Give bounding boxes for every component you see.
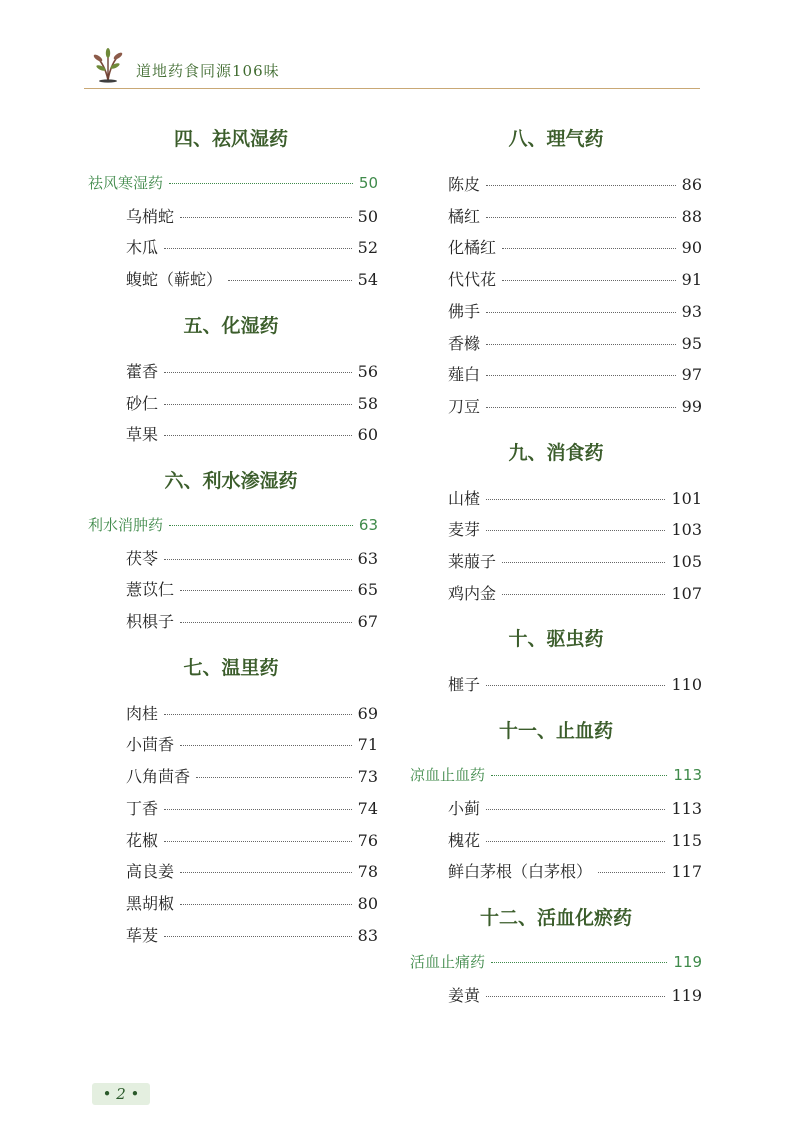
- toc-entry[interactable]: [126, 701, 378, 723]
- entry-page-number: 95: [681, 333, 702, 353]
- entry-page-number: 115: [671, 830, 702, 850]
- entry-label: 香橼: [448, 333, 481, 353]
- dot-leader: [228, 280, 352, 281]
- toc-entry[interactable]: [448, 859, 702, 881]
- section-title: 十、驱虫药: [508, 628, 604, 651]
- toc-entry[interactable]: [126, 859, 378, 881]
- dot-leader: [502, 562, 665, 563]
- category-page-number: 50: [358, 174, 378, 192]
- toc-entry[interactable]: [126, 422, 378, 444]
- toc-entry[interactable]: [448, 362, 702, 384]
- entry-label: 肉桂: [126, 703, 159, 723]
- entry-page-number: 93: [681, 301, 702, 321]
- section-title: 七、温里药: [183, 656, 279, 679]
- entry-page-number: 110: [671, 675, 702, 695]
- dot-leader: [164, 372, 352, 373]
- dot-leader: [164, 936, 352, 937]
- toc-entry[interactable]: [126, 828, 378, 850]
- entry-page-number: 80: [357, 893, 378, 913]
- entry-label: 小茴香: [126, 735, 175, 755]
- entry-label: 薤白: [448, 365, 481, 385]
- dot-leader: [486, 841, 665, 842]
- entry-label: 荜茇: [126, 925, 159, 945]
- entry-page-number: 60: [357, 425, 378, 445]
- book-title: 道地药食同源106味: [136, 62, 280, 80]
- herb-logo-icon: [88, 44, 128, 84]
- section-title: 九、消食药: [508, 441, 604, 464]
- entry-page-number: 63: [357, 548, 378, 568]
- section-title: 八、理气药: [508, 128, 604, 150]
- dot-leader: [486, 344, 676, 345]
- category-entry[interactable]: [410, 764, 702, 786]
- entry-page-number: 69: [357, 703, 378, 723]
- toc-entry[interactable]: [448, 394, 702, 416]
- entry-label: 化橘红: [448, 238, 497, 258]
- entry-label: 薏苡仁: [126, 580, 175, 600]
- dot-leader: [180, 904, 352, 905]
- toc-entry[interactable]: [126, 235, 378, 257]
- category-page-number: 113: [673, 766, 702, 785]
- entry-page-number: 101: [671, 488, 702, 508]
- dot-leader: [169, 525, 353, 526]
- dot-leader: [164, 248, 352, 249]
- entry-label: 黑胡椒: [126, 893, 175, 913]
- entry-page-number: 91: [681, 270, 702, 290]
- dot-leader: [486, 407, 676, 408]
- entry-label: 小蓟: [448, 798, 481, 818]
- entry-page-number: 76: [357, 830, 378, 850]
- entry-label: 槐花: [448, 830, 481, 850]
- toc-entry[interactable]: [126, 732, 378, 754]
- toc-entry[interactable]: [126, 891, 378, 913]
- entry-page-number: 71: [357, 735, 378, 755]
- dot-leader: [598, 872, 665, 873]
- entry-label: 藿香: [126, 361, 159, 381]
- toc-entry[interactable]: [448, 796, 702, 818]
- toc-entry[interactable]: [448, 517, 702, 539]
- entry-page-number: 88: [681, 206, 702, 226]
- dot-leader: [486, 809, 665, 810]
- toc-entry[interactable]: [448, 331, 702, 353]
- toc-entry[interactable]: [126, 796, 378, 818]
- entry-label: 陈皮: [448, 175, 481, 194]
- dot-leader: [486, 312, 676, 313]
- dot-leader: [164, 809, 352, 810]
- dot-leader: [164, 559, 352, 560]
- entry-page-number: 97: [681, 365, 702, 385]
- entry-label: 代代花: [448, 270, 497, 290]
- entry-page-number: 105: [671, 552, 702, 571]
- section-title: 六、利水渗湿药: [164, 469, 298, 492]
- dot-leader: [502, 594, 665, 595]
- toc-entry[interactable]: [126, 267, 378, 289]
- entry-label: 姜黄: [448, 985, 481, 1005]
- header-rule: [84, 88, 700, 89]
- dot-leader: [180, 872, 352, 873]
- entry-page-number: 52: [357, 238, 378, 258]
- toc-entry[interactable]: [126, 546, 378, 568]
- entry-label: 砂仁: [126, 393, 159, 413]
- dot-leader: [164, 714, 352, 715]
- toc-entry[interactable]: [126, 609, 378, 631]
- entry-label: 花椒: [126, 830, 159, 850]
- entry-page-number: 50: [357, 206, 378, 226]
- entry-page-number: 78: [357, 862, 378, 882]
- toc-entry[interactable]: [448, 549, 702, 571]
- dot-leader: [486, 996, 665, 997]
- entry-label: 丁香: [126, 798, 159, 818]
- dot-leader: [486, 217, 676, 218]
- entry-page-number: 58: [357, 393, 378, 413]
- toc-entry[interactable]: [126, 359, 378, 381]
- entry-page-number: 67: [357, 612, 378, 631]
- dot-leader: [164, 841, 352, 842]
- dot-leader: [502, 248, 676, 249]
- dot-leader: [180, 745, 352, 746]
- category-entry[interactable]: [88, 172, 378, 194]
- category-label: 活血止痛药: [410, 952, 486, 971]
- dot-leader: [486, 375, 676, 376]
- dot-leader: [486, 185, 676, 186]
- dot-leader: [486, 530, 665, 531]
- dot-leader: [491, 775, 667, 776]
- page-number: • 2 •: [92, 1083, 150, 1105]
- entry-label: 山楂: [448, 488, 481, 508]
- entry-label: 榧子: [448, 675, 481, 695]
- entry-page-number: 119: [671, 985, 702, 1005]
- entry-label: 莱菔子: [448, 552, 497, 571]
- entry-page-number: 74: [357, 798, 378, 818]
- toc-entry[interactable]: [448, 235, 702, 257]
- category-page-number: 119: [673, 952, 702, 971]
- toc-entry[interactable]: [448, 204, 702, 226]
- toc-entry[interactable]: [448, 828, 702, 850]
- dot-leader: [180, 590, 352, 591]
- dot-leader: [486, 685, 665, 686]
- entry-label: 茯苓: [126, 548, 159, 568]
- section-title: 十二、活血化瘀药: [479, 906, 633, 929]
- entry-page-number: 83: [357, 925, 378, 945]
- entry-page-number: 65: [357, 580, 378, 600]
- dot-leader: [196, 777, 352, 778]
- toc-entry[interactable]: [126, 391, 378, 413]
- category-label: 祛风寒湿药: [88, 174, 164, 192]
- entry-page-number: 107: [671, 583, 702, 603]
- category-label: 利水消肿药: [88, 515, 164, 534]
- section-title: 五、化湿药: [183, 314, 279, 337]
- dot-leader: [491, 962, 667, 963]
- entry-page-number: 99: [681, 396, 702, 416]
- entry-page-number: 117: [671, 862, 702, 882]
- toc-entry[interactable]: [126, 764, 378, 786]
- dot-leader: [169, 183, 353, 184]
- entry-page-number: 113: [671, 798, 702, 818]
- toc-entry[interactable]: [448, 486, 702, 508]
- entry-page-number: 73: [357, 767, 378, 787]
- toc-entry[interactable]: [448, 299, 702, 321]
- toc-entry[interactable]: [448, 672, 702, 694]
- toc-entry[interactable]: [448, 983, 702, 1005]
- dot-leader: [180, 217, 352, 218]
- entry-label: 橘红: [448, 206, 481, 226]
- entry-label: 佛手: [448, 301, 481, 321]
- toc-entry[interactable]: [448, 172, 702, 194]
- entry-page-number: 103: [671, 520, 702, 540]
- entry-page-number: 54: [357, 270, 378, 290]
- entry-label: 麦芽: [448, 520, 481, 540]
- entry-page-number: 90: [681, 238, 702, 258]
- running-header: [84, 40, 700, 90]
- category-page-number: 63: [358, 515, 378, 534]
- toc-entry[interactable]: [126, 204, 378, 226]
- entry-label: 草果: [126, 425, 159, 445]
- entry-label: 枳椇子: [126, 612, 175, 631]
- entry-label: 鸡内金: [448, 583, 497, 603]
- toc-entry[interactable]: [448, 581, 702, 603]
- entry-label: 蝮蛇（蕲蛇）: [126, 270, 223, 290]
- entry-label: 高良姜: [126, 862, 175, 882]
- dot-leader: [486, 499, 665, 500]
- section-title: 四、祛风湿药: [173, 128, 289, 150]
- dot-leader: [502, 280, 676, 281]
- section-title: 十一、止血药: [498, 720, 614, 743]
- entry-label: 鲜白茅根（白茅根）: [448, 862, 593, 882]
- entry-label: 八角茴香: [126, 767, 191, 787]
- dot-leader: [164, 435, 352, 436]
- toc-entry[interactable]: [126, 923, 378, 945]
- dot-leader: [180, 622, 352, 623]
- toc-entry[interactable]: [448, 267, 702, 289]
- entry-label: 刀豆: [448, 396, 481, 416]
- toc-entry[interactable]: [126, 577, 378, 599]
- category-entry[interactable]: [410, 951, 702, 973]
- dot-leader: [164, 404, 352, 405]
- category-label: 凉血止血药: [410, 766, 486, 785]
- entry-page-number: 86: [681, 175, 702, 194]
- category-entry[interactable]: [88, 514, 378, 536]
- entry-label: 木瓜: [126, 238, 159, 258]
- entry-label: 乌梢蛇: [126, 206, 175, 226]
- entry-page-number: 56: [357, 361, 378, 381]
